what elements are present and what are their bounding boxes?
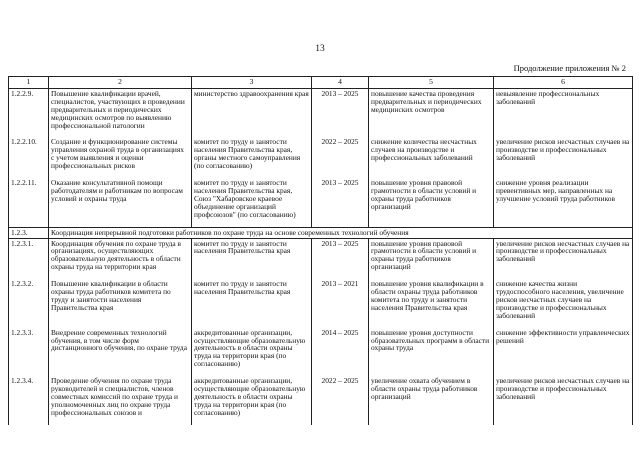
risk-cell: увеличение рисков несчастных случаев на производстве и профессиональных заболеваний — [494, 238, 633, 279]
executor-cell: комитет по труду и занятости населения Правительства края, Союз "Хабаровское краевое объединение организаций профсоюзов" (по согласованию) — [192, 178, 312, 227]
row-number: 1.2.3.1. — [9, 238, 49, 279]
page-number: 13 — [315, 44, 325, 54]
risk-cell: увеличение рисков несчастных случаев на производстве и профессиональных заболеваний — [494, 376, 633, 425]
event-cell: Создание и функционирование системы управления охраной труда в организациях с учетом выявления и оценки профессиональных рисков — [49, 137, 192, 178]
executor-cell: аккредитованные организации, осуществляющие образовательную деятельность в области охраны труда на территории края (по согласованию) — [192, 376, 312, 425]
result-cell: повышение уровня правовой грамотности в области условий и охраны труда работников организаций — [369, 178, 494, 227]
column-header: 1 — [9, 77, 49, 89]
result-cell: повышение уровня доступности образовательных программ в области охраны труда — [369, 328, 494, 377]
row-number: 1.2.3.3. — [9, 328, 49, 377]
table-row — [9, 376, 633, 425]
years-cell: 2013 – 2025 — [312, 178, 369, 227]
continuation-label: Продолжение приложения № 2 — [513, 63, 626, 73]
column-header: 2 — [49, 77, 192, 89]
row-number: 1.2.2.10. — [9, 137, 49, 178]
event-cell: Внедрение современных технологий обучения, в том числе форм дистанционного обучения, по охране труда — [49, 328, 192, 377]
years-cell: 2013 – 2025 — [312, 88, 369, 137]
column-header: 4 — [312, 77, 369, 89]
event-cell: Оказание консультативной помощи работодателям и работникам по вопросам условий и охраны труда — [49, 178, 192, 227]
section-title: Координация непрерывной подготовки работников по охране труда на основе современных технологий обучения — [49, 227, 633, 238]
table-row — [9, 137, 633, 178]
header-row — [9, 77, 633, 89]
event-cell: Проведение обучения по охране труда руководителей и специалистов, членов совместных комиссий по охране труда и уполномоченных лиц по охране труда профессиональных союзов и — [49, 376, 192, 425]
risk-cell: увеличение рисков несчастных случаев на производстве и профессиональных заболеваний — [494, 137, 633, 178]
executor-cell: министерство здравоохранения края — [192, 88, 312, 137]
result-cell: повышение качества проведения предварительных и периодических медицинских осмотров — [369, 88, 494, 137]
table-row — [9, 178, 633, 227]
result-cell: повышение уровня правовой грамотности в области условий и охраны труда работников организаций — [369, 238, 494, 279]
result-cell: увеличение охвата обучением в области охраны труда работников организаций — [369, 376, 494, 425]
section-row — [9, 227, 633, 238]
table-row — [9, 88, 633, 137]
years-cell: 2013 – 2025 — [312, 238, 369, 279]
years-cell: 2013 – 2021 — [312, 279, 369, 328]
executor-cell: комитет по труду и занятости населения Правительства края — [192, 238, 312, 279]
result-cell: снижение количества несчастных случаев на производстве и профессиональных заболеваний — [369, 137, 494, 178]
result-cell: повышение уровня квалификации в области охраны труда работников комитета по труду и занятости населения Правительства края — [369, 279, 494, 328]
column-header: 6 — [494, 77, 633, 89]
risk-cell: невыявление профессиональных заболеваний — [494, 88, 633, 137]
table-row — [9, 238, 633, 279]
column-header: 5 — [369, 77, 494, 89]
risk-cell: снижение качества жизни трудоспособного населения, увеличение рисков несчастных случаев на производстве и профессиональных заболеваний — [494, 279, 633, 328]
row-number: 1.2.2.11. — [9, 178, 49, 227]
years-cell: 2022 – 2025 — [312, 137, 369, 178]
row-number: 1.2.3.2. — [9, 279, 49, 328]
executor-cell: комитет по труду и занятости населения Правительства края, органы местного самоуправления (по согласованию) — [192, 137, 312, 178]
event-cell: Повышение квалификации врачей, специалистов, участвующих в проведении предварительных и периодических медицинских осмотров по выявлению профессиональной патологии — [49, 88, 192, 137]
event-cell: Координация обучения по охране труда в организациях, осуществляющих образовательную деятельность в области охраны труда на территории края — [49, 238, 192, 279]
risk-cell: снижение эффективности управленческих решений — [494, 328, 633, 377]
table-row — [9, 279, 633, 328]
column-header: 3 — [192, 77, 312, 89]
years-cell: 2014 – 2025 — [312, 328, 369, 377]
executor-cell: аккредитованные организации, осуществляющие образовательную деятельность в области охраны труда на территории края (по согласованию) — [192, 328, 312, 377]
years-cell: 2022 – 2025 — [312, 376, 369, 425]
table-row — [9, 328, 633, 377]
event-cell: Повышение квалификации в области охраны труда работников комитета по труду и занятости населения Правительства края — [49, 279, 192, 328]
appendix-table — [8, 76, 633, 425]
section-number: 1.2.3. — [9, 227, 49, 238]
row-number: 1.2.2.9. — [9, 88, 49, 137]
row-number: 1.2.3.4. — [9, 376, 49, 425]
executor-cell: комитет по труду и занятости населения Правительства края — [192, 279, 312, 328]
risk-cell: снижение уровня реализации превентивных мер, направленных на улучшение условий труда работников — [494, 178, 633, 227]
